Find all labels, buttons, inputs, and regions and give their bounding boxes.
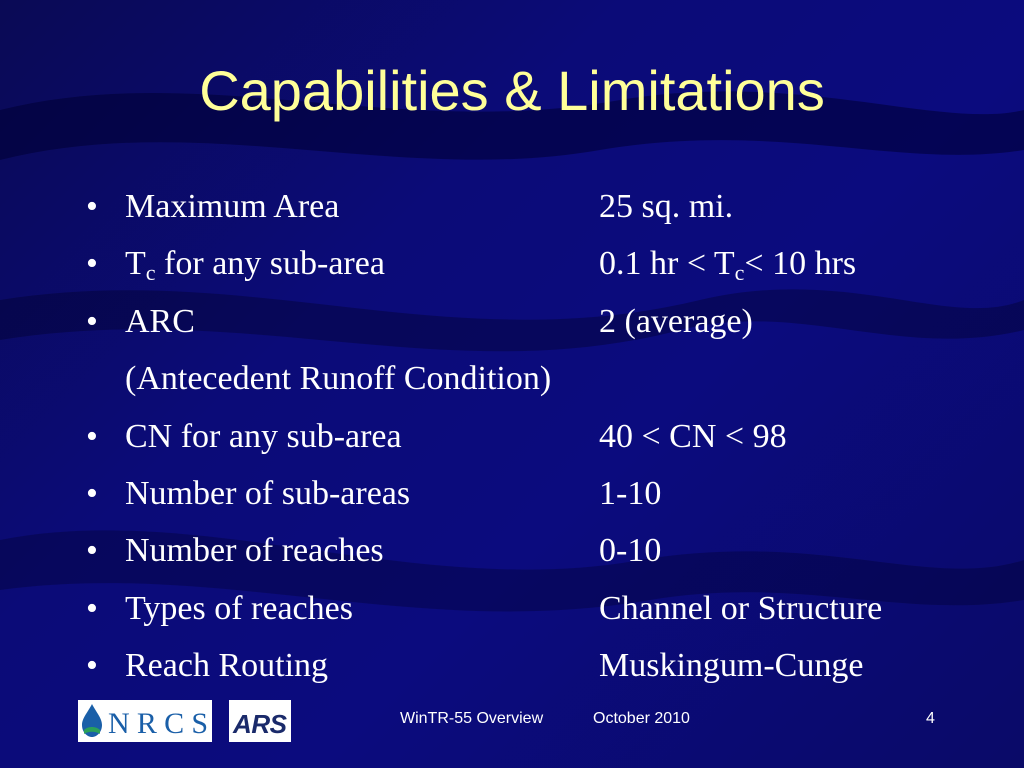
item-value: 2 (average)	[599, 302, 753, 340]
slide-footer	[0, 700, 1024, 750]
item-label: Types of reaches	[125, 589, 353, 627]
bullet-marker: •	[86, 245, 98, 283]
item-value: Muskingum-Cunge	[599, 647, 864, 685]
label-text: for any sub-area	[155, 245, 385, 283]
value-text: 0.1 hr < T	[599, 245, 735, 283]
bullet-marker: •	[86, 188, 98, 225]
bullet-marker: •	[86, 532, 98, 570]
bullet-marker: •	[86, 417, 98, 455]
item-value	[599, 243, 856, 285]
ars-logo	[229, 700, 291, 742]
nrcs-logo-icon	[78, 700, 212, 742]
label-text: T	[125, 245, 146, 283]
svg-text:ARS: ARS	[233, 709, 287, 739]
page-number: 4	[926, 710, 935, 727]
item-label: Number of sub-areas	[125, 474, 411, 512]
value-subscript: c	[734, 260, 745, 286]
item-label: ARC	[125, 302, 195, 340]
item-label: CN for any sub-area	[125, 417, 402, 455]
list-item	[0, 588, 1024, 645]
item-value: Channel or Structure	[599, 589, 883, 627]
list-item	[0, 301, 1024, 358]
item-value: 25 sq. mi.	[599, 188, 734, 225]
nrcs-logo	[78, 700, 212, 742]
item-value: 0-10	[599, 532, 662, 570]
list-item	[0, 416, 1024, 473]
bullet-marker: •	[86, 302, 98, 340]
footer-date: October 2010	[593, 710, 690, 727]
item-label	[125, 243, 385, 285]
list-item	[0, 473, 1024, 530]
list-item-continuation	[0, 358, 1024, 415]
bullet-marker: •	[86, 589, 98, 627]
list-item	[0, 243, 1024, 300]
label-subscript: c	[145, 260, 156, 286]
slide-title: Capabilities & Limitations	[199, 59, 825, 122]
list-item	[0, 530, 1024, 587]
item-label: Maximum Area	[125, 188, 340, 225]
item-value: 1-10	[599, 474, 662, 512]
item-label: Number of reaches	[125, 532, 384, 570]
item-label: Reach Routing	[125, 647, 329, 685]
bullet-list	[0, 186, 1024, 703]
list-item	[0, 186, 1024, 243]
list-item	[0, 645, 1024, 702]
value-text: < 10 hrs	[744, 245, 857, 283]
bullet-marker: •	[86, 647, 98, 685]
footer-presentation-title: WinTR-55 Overview	[400, 710, 544, 727]
svg-text:NRCS: NRCS	[108, 707, 208, 740]
item-label: (Antecedent Runoff Condition)	[125, 360, 552, 398]
ars-logo-icon	[229, 700, 291, 742]
bullet-marker: •	[86, 474, 98, 512]
item-value: 40 < CN < 98	[599, 417, 787, 455]
